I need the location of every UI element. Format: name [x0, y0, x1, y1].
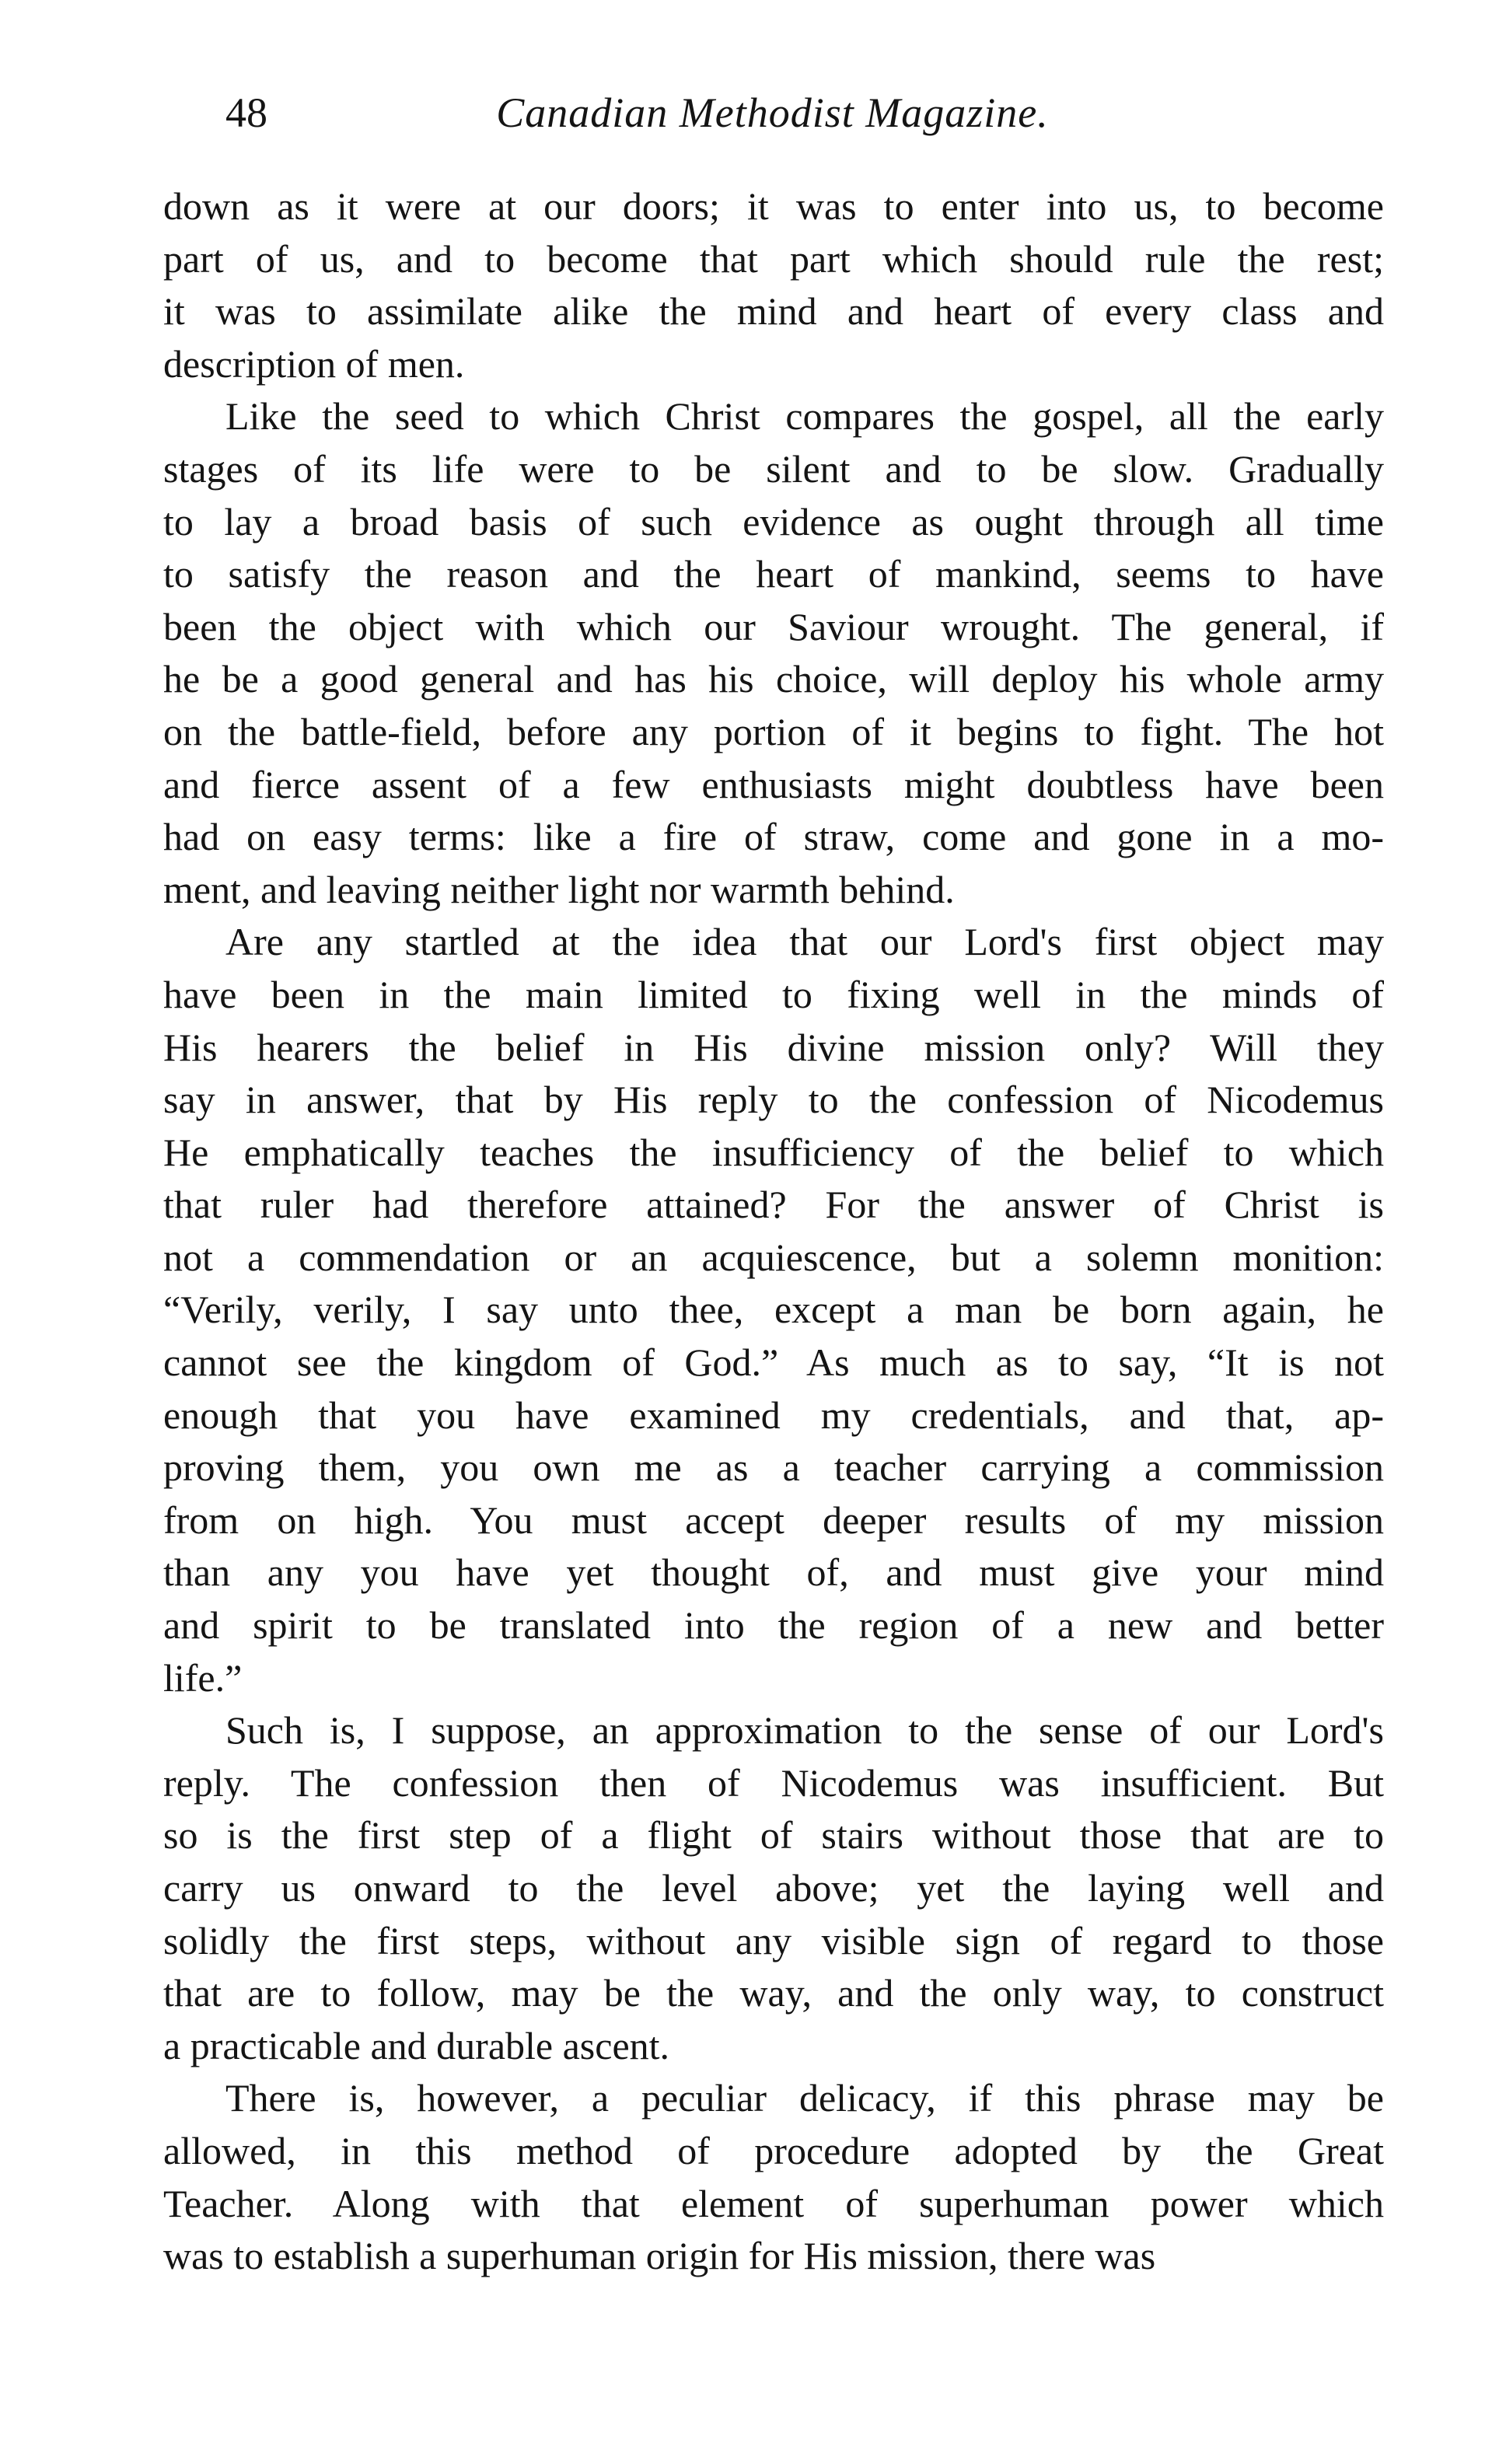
- text-line: that are to follow, may be the way, and the only way, to construct: [163, 1971, 1384, 2015]
- text-line: life.”: [163, 1655, 243, 1700]
- page-number: 48: [225, 89, 267, 136]
- text-line: proving them, you own me as a teacher carrying a commission: [163, 1445, 1384, 1490]
- text-line: part of us, and to become that part which should rule the rest;: [163, 236, 1384, 281]
- text-line: been the object with which our Saviour wrought. The general, if: [163, 604, 1384, 648]
- text-line: he be a good general and has his choice, will deploy his whole army: [163, 657, 1384, 701]
- paragraph: [163, 390, 1384, 916]
- text-line: He emphatically teaches the insufficiency of the belief to which: [163, 1130, 1384, 1174]
- text-line: down as it were at our doors; it was to enter into us, to become: [163, 184, 1384, 228]
- text-line: not a commendation or an acquiescence, but a solemn monition:: [163, 1235, 1384, 1279]
- text-line: had on easy terms: like a fire of straw, come and gone in a mo-: [163, 815, 1384, 859]
- text-line: “Verily, verily, I say unto thee, except a man be born again, he: [163, 1288, 1384, 1332]
- text-line: description of men.: [163, 341, 465, 386]
- text-line: have been in the main limited to fixing well in the minds of: [163, 972, 1384, 1016]
- text-line: solidly the first steps, without any visible sign of regard to those: [163, 1918, 1384, 1962]
- text-line: Teacher. Along with that element of superhuman power which: [163, 2181, 1384, 2225]
- text-line: His hearers the belief in His divine mission only? Will they: [163, 1025, 1384, 1069]
- text-line: Are any startled at the idea that our Lord's first object may: [225, 920, 1384, 964]
- text-line: was to establish a superhuman origin for His mission, there was: [163, 2234, 1156, 2278]
- paragraph: [163, 916, 1384, 1704]
- text-line: cannot see the kingdom of God.” As much as to say, “It is not: [163, 1340, 1384, 1385]
- text-line: to satisfy the reason and the heart of mankind, seems to have: [163, 552, 1384, 596]
- text-line: ment, and leaving neither light nor warmth behind.: [163, 867, 955, 911]
- journal-title: Canadian Methodist Magazine.: [496, 89, 1049, 136]
- text-line: stages of its life were to be silent and to be slow. Gradually: [163, 446, 1384, 491]
- text-line: and spirit to be translated into the region of a new and better: [163, 1603, 1384, 1648]
- paragraph: [163, 2072, 1384, 2282]
- text-line: and fierce assent of a few enthusiasts might doubtless have been: [163, 762, 1384, 806]
- article-body: [163, 180, 1384, 2283]
- text-line: carry us onward to the level above; yet the laying well and: [163, 1866, 1384, 1910]
- text-line: There is, however, a peculiar delicacy, if this phrase may be: [225, 2076, 1384, 2120]
- text-line: a practicable and durable ascent.: [163, 2023, 670, 2067]
- text-line: on the battle-field, before any portion of it begins to fight. The hot: [163, 709, 1384, 753]
- paragraph: [163, 1704, 1384, 2072]
- text-line: to lay a broad basis of such evidence as ought through all time: [163, 499, 1384, 543]
- text-line: allowed, in this method of procedure adopted by the Great: [163, 2128, 1384, 2172]
- paragraph: [163, 180, 1384, 390]
- text-line: reply. The confession then of Nicodemus was insufficient. But: [163, 1760, 1384, 1805]
- text-line: enough that you have examined my credentials, and that, ap-: [163, 1393, 1384, 1437]
- running-head: [155, 78, 1389, 148]
- text-line: Like the seed to which Christ compares the gospel, all the early: [225, 394, 1384, 439]
- text-line: Such is, I suppose, an approximation to the sense of our Lord's: [225, 1708, 1384, 1753]
- text-line: say in answer, that by His reply to the confession of Nicodemus: [163, 1078, 1384, 1122]
- text-line: from on high. You must accept deeper results of my mission: [163, 1498, 1384, 1542]
- text-line: that ruler had therefore attained? For the answer of Christ is: [163, 1183, 1384, 1227]
- text-line: it was to assimilate alike the mind and heart of every class and: [163, 289, 1384, 334]
- text-line: so is the first step of a flight of stairs without those that are to: [163, 1813, 1384, 1858]
- text-line: than any you have yet thought of, and must give your mind: [163, 1550, 1384, 1595]
